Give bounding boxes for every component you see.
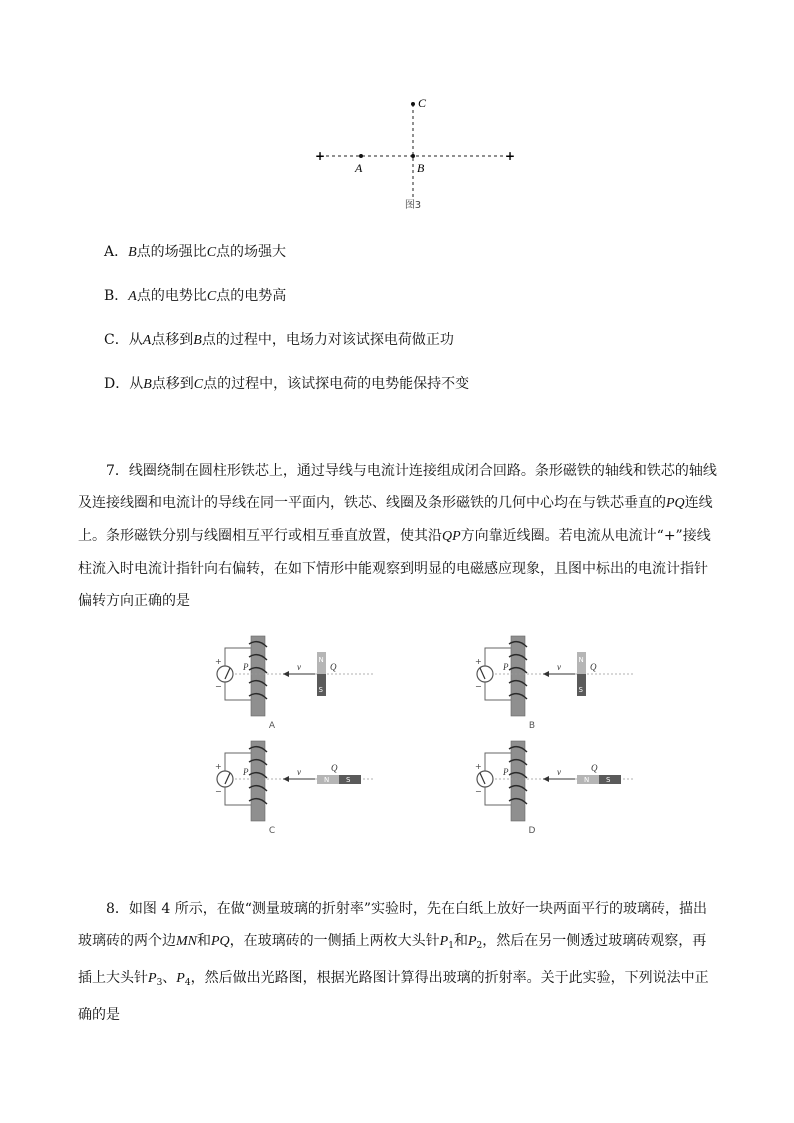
minus-terminal-label: − (215, 682, 222, 691)
induction-panel-c (215, 741, 375, 835)
minus-terminal-label: − (475, 682, 482, 691)
magnet-n-label: N (318, 656, 324, 664)
option-letter: C． (104, 332, 129, 348)
label-a: A (355, 161, 363, 175)
iron-core (511, 636, 525, 716)
induction-panel-a (215, 636, 375, 731)
point-b-dot (411, 154, 415, 158)
iron-core (251, 636, 265, 716)
option-b[interactable]: B．A点的电势比C点的电势高 (104, 288, 287, 304)
label-v: v (297, 662, 301, 672)
panel-label: B (528, 721, 536, 731)
plus-terminal-label: + (475, 657, 482, 666)
label-p: P (243, 662, 249, 672)
label-q: Q (591, 763, 598, 773)
question-7 (78, 455, 718, 617)
point-c-dot (411, 102, 415, 106)
figure-7 (205, 630, 640, 835)
label-v: v (557, 662, 561, 672)
panel-label: D (528, 826, 536, 835)
question-8-text: 8．如图 4 所示，在做“测量玻璃的折射率”实验时，先在白纸上放好一块两面平行的玻璃砖，描出玻璃砖的两个边MN和PQ，在玻璃砖的一侧插上两枚大头针$P_1$和$P_2$，然后在另一侧透过玻璃砖观察，再插上大头针$P_3$、$P_4$，然后做出光路图，根据光路图计算得出玻璃的折射率。关于此实验，下列说法中正确的是 (78, 901, 709, 1023)
magnet-n-label: N (578, 656, 584, 664)
label-p: P (503, 767, 509, 777)
option-letter: A． (104, 244, 129, 260)
label-q: Q (331, 763, 338, 773)
point-a-dot (359, 154, 363, 158)
option-letter: B． (104, 288, 129, 304)
velocity-arrowhead (543, 776, 549, 782)
plus-terminal-label: + (215, 762, 222, 771)
label-c: C (418, 96, 427, 110)
panel-label: C (268, 826, 276, 835)
label-q: Q (590, 662, 597, 672)
magnet-s-label: S (318, 686, 323, 694)
figure-3 (300, 90, 530, 215)
minus-terminal-label: − (215, 787, 222, 796)
question-7-text: 7．线圈绕制在圆柱形铁芯上，通过导线与电流计连接组成闭合回路。条形磁铁的轴线和铁芯的轴线及连接线圈和电流计的导线在同一平面内，铁芯、线圈及条形磁铁的几何中心均在与铁芯垂直的PQ连线上。条形磁铁分别与线圈相互平行或相互垂直放置，使其沿QP方向靠近线圈。若电流从电流计“+”接线柱流入时电流计指针向右偏转，在如下情形中能观察到明显的电磁感应现象，且图中标出的电流计指针偏转方向正确的是 (78, 463, 717, 609)
option-a[interactable]: A．B点的场强比C点的场强大 (104, 244, 287, 260)
option-d[interactable]: D．从B点移到C点的过程中，该试探电荷的电势能保持不变 (104, 376, 470, 392)
option-letter: D． (104, 376, 130, 392)
induction-panel-b (475, 636, 635, 731)
magnet-n-label: N (324, 776, 330, 784)
galvanometer (477, 771, 493, 787)
figure-3-caption: 图3 (404, 200, 422, 211)
figure-7-svg (205, 630, 640, 835)
magnet-s-label: S (578, 686, 583, 694)
label-q: Q (330, 662, 337, 672)
right-positive-charge: + (504, 149, 516, 163)
galvanometer (217, 666, 233, 682)
galvanometer (477, 666, 493, 682)
iron-core (251, 741, 265, 821)
panel-label: A (268, 721, 276, 731)
left-positive-charge: + (314, 149, 326, 163)
question-8 (78, 893, 718, 1031)
plus-terminal-label: + (215, 657, 222, 666)
magnet-s-label: S (606, 776, 611, 784)
velocity-arrowhead (543, 671, 549, 677)
label-v: v (557, 767, 561, 777)
plus-terminal-label: + (475, 762, 482, 771)
magnet-s-label: S (346, 776, 351, 784)
label-b: B (417, 161, 425, 175)
galvanometer (217, 771, 233, 787)
option-c[interactable]: C．从A点移到B点的过程中，电场力对该试探电荷做正功 (104, 332, 454, 348)
induction-panel-d (475, 741, 635, 835)
label-v: v (297, 767, 301, 777)
velocity-arrowhead (283, 776, 289, 782)
minus-terminal-label: − (475, 787, 482, 796)
label-p: P (243, 767, 249, 777)
iron-core (511, 741, 525, 821)
magnet-n-label: N (584, 776, 590, 784)
velocity-arrowhead (283, 671, 289, 677)
label-p: P (503, 662, 509, 672)
